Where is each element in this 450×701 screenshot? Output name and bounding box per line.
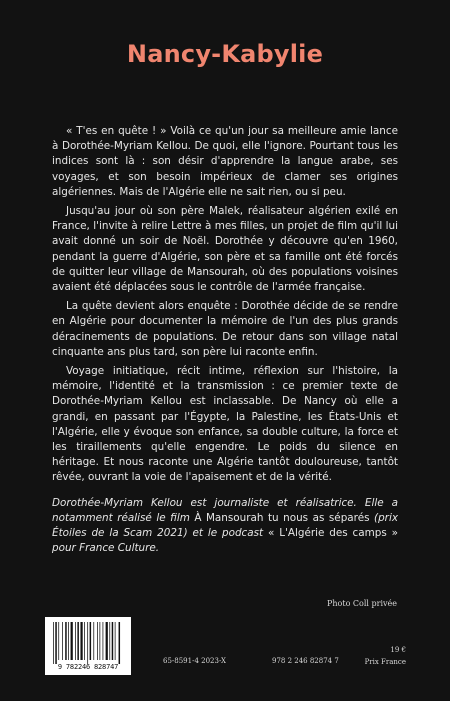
barcode-bar [75,622,76,660]
price-label: Prix France [364,658,406,666]
barcode-bar [62,622,63,660]
barcode-bar [55,622,57,664]
barcode-bar [53,622,54,664]
barcode-bar [87,622,88,664]
barcode-bar [68,622,69,660]
barcode-bar [106,622,108,660]
barcode-bar [115,622,116,660]
blurb-paragraph-4: Voyage initiatique, récit intime, réflexion sur l'histoire, la mémoire, l'identité et la transmission : ce premier texte de Dorothée-Myriam Kellou est inclassable. De Nancy où elle a grandi, en passant par l'Égypte, la Palestine, les États-Unis et l'Algérie, elle y évoque son enfance, sa double culture, la force et les tiraillements qu'elle engendre. Le poids du silence en héritage. Et nous raconte une Algérie tantôt douloureuse, tantôt rêvée, ouvrant la voie de l'apaisement et de la vérité. [52,365,398,484]
blurb-paragraph-2: Jusqu'au jour où son père Malek, réalisateur algérien exilé en France, l'invite à relire Lettre à mes filles, un projet de film qu'il lui avait donné un soir de Noël. Dorothée y découvre qu'en 1960, pendant la guerre d'Algérie, son père et sa famille ont été forcés de quitter leur village de Mansourah, où des populations voisines avaient été déplacées sous le contrôle de l'armée française. [52,205,398,294]
bio-part-2: (prix Étoiles de la Scam 2021) et le podcast [52,511,398,540]
barcode-bar [97,622,98,660]
publisher-code: 65-8591-4 2023-X [163,657,227,665]
barcode-bar [100,622,101,660]
barcode-bar [112,622,114,660]
barcode-bars [51,622,125,664]
bio-film-title: À Mansourah tu nous as séparés [194,511,370,524]
book-title: Nancy-Kabylie [126,40,324,68]
blurb-paragraph-3: La quête devient alors enquête : Dorothée décide de se rendre en Algérie pour documenter la mémoire de l'un des plus grands déracinements de populations. De retour dans son village natal cinquante ans plus tard, son père lui raconte enfin. [52,300,398,358]
bio-part-3: pour France Culture. [52,542,160,555]
barcode-bar [103,622,104,660]
barcode-bar [77,622,79,660]
blurb [52,124,398,560]
bio-part-1: Dorothée-Myriam Kellou est journaliste et réalisatrice. Elle a notamment réalisé le film [52,496,398,524]
blurb-paragraph-1: « T'es en quête ! » Voilà ce qu'un jour sa meilleure amie lance à Dorothée-Myriam Kellou. De quoi, elle l'ignore. Pourtant tous les indices sont là : son désir d'apprendre la langue arabe, ses voyages, et son besoin impérieux de clamer ses origines algériennes. Mais de l'Algérie elle ne sait rien, ou si peu. [52,125,398,198]
barcode-bar [80,622,82,660]
barcode-bar [58,622,59,660]
barcode-bar [65,622,67,660]
barcode-bar [93,622,94,660]
barcode-bar [90,622,92,660]
barcode-bar [71,622,73,660]
price-block [362,644,406,668]
price-value: 19 € [390,646,406,654]
barcode [45,617,131,675]
photo-credit: Photo Coll privée [327,599,398,608]
barcode-bar [84,622,85,660]
isbn-number: 978 2 246 82874 7 [272,657,339,665]
barcode-bar [109,622,110,660]
barcode-digits: 9 782246 828747 [57,663,119,671]
barcode-bar [119,622,121,664]
bio-podcast-title: « L'Algérie des camps » [267,527,398,540]
author-bio [52,496,398,557]
